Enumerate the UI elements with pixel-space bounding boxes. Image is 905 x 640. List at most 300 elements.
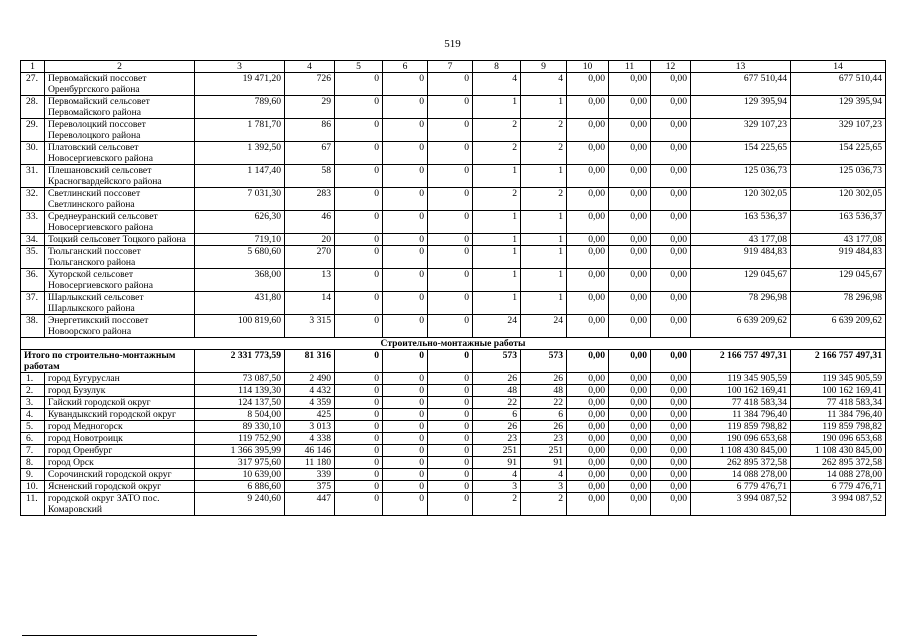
cell-c5: 0	[335, 469, 383, 481]
cell-c14: 329 107,23	[791, 119, 886, 142]
cell-c4: 3 013	[285, 421, 335, 433]
page-number: 519	[444, 38, 461, 50]
cell-c10: 0,00	[567, 493, 609, 516]
cell-c3: 1 392,50	[195, 142, 285, 165]
cell-c13: 120 302,05	[691, 188, 791, 211]
cell-c14: 100 162 169,41	[791, 385, 886, 397]
cell-c13: 129 045,67	[691, 269, 791, 292]
table-row	[21, 142, 886, 165]
cell-c14: 1 108 430 845,00	[791, 445, 886, 457]
cell-c10: 0,00	[567, 246, 609, 269]
cell-c12: 0,00	[651, 445, 691, 457]
table-row	[21, 234, 886, 246]
cell-c6: 0	[383, 315, 428, 338]
row-number: 9.	[21, 469, 45, 481]
cell-c13: 14 088 278,00	[691, 469, 791, 481]
cell-c5: 0	[335, 234, 383, 246]
cell-c5: 0	[335, 421, 383, 433]
cell-c6: 0	[383, 433, 428, 445]
cell-c3: 5 680,60	[195, 246, 285, 269]
column-header: 11	[609, 61, 651, 73]
row-name: Плешановский сельсовет Красногвардейского района	[45, 165, 195, 188]
column-header: 3	[195, 61, 285, 73]
table-row	[21, 433, 886, 445]
cell-c8: 24	[473, 315, 521, 338]
cell-c13: 154 225,65	[691, 142, 791, 165]
row-number: 3.	[21, 397, 45, 409]
cell-c8: 22	[473, 397, 521, 409]
cell-c6: 0	[383, 165, 428, 188]
cell-c3: 1 147,40	[195, 165, 285, 188]
total-cell-c3: 2 331 773,59	[195, 350, 285, 373]
cell-c7: 0	[428, 409, 473, 421]
column-header: 10	[567, 61, 609, 73]
row-number: 27.	[21, 73, 45, 96]
cell-c4: 29	[285, 96, 335, 119]
cell-c14: 163 536,37	[791, 211, 886, 234]
cell-c8: 4	[473, 73, 521, 96]
cell-c7: 0	[428, 445, 473, 457]
cell-c11: 0,00	[609, 373, 651, 385]
cell-c3: 8 504,00	[195, 409, 285, 421]
cell-c4: 4 359	[285, 397, 335, 409]
table-row	[21, 373, 886, 385]
cell-c5: 0	[335, 73, 383, 96]
cell-c4: 58	[285, 165, 335, 188]
cell-c6: 0	[383, 211, 428, 234]
row-name: Сорочинский городской округ	[45, 469, 195, 481]
cell-c10: 0,00	[567, 469, 609, 481]
cell-c11: 0,00	[609, 142, 651, 165]
row-number: 1.	[21, 373, 45, 385]
cell-c8: 4	[473, 469, 521, 481]
cell-c12: 0,00	[651, 246, 691, 269]
cell-c4: 375	[285, 481, 335, 493]
cell-c14: 190 096 653,68	[791, 433, 886, 445]
column-header: 14	[791, 61, 886, 73]
cell-c5: 0	[335, 246, 383, 269]
cell-c12: 0,00	[651, 457, 691, 469]
cell-c8: 26	[473, 373, 521, 385]
table-row	[21, 292, 886, 315]
cell-c4: 726	[285, 73, 335, 96]
cell-c10: 0,00	[567, 188, 609, 211]
cell-c7: 0	[428, 493, 473, 516]
table-row	[21, 457, 886, 469]
cell-c9: 1	[521, 246, 567, 269]
cell-c14: 262 895 372,58	[791, 457, 886, 469]
cell-c13: 129 395,94	[691, 96, 791, 119]
cell-c11: 0,00	[609, 188, 651, 211]
cell-c14: 119 859 798,82	[791, 421, 886, 433]
cell-c9: 1	[521, 292, 567, 315]
cell-c4: 4 432	[285, 385, 335, 397]
table-row	[21, 409, 886, 421]
cell-c4: 283	[285, 188, 335, 211]
row-name: Гайский городской округ	[45, 397, 195, 409]
cell-c13: 100 162 169,41	[691, 385, 791, 397]
cell-c9: 23	[521, 433, 567, 445]
cell-c12: 0,00	[651, 142, 691, 165]
cell-c5: 0	[335, 292, 383, 315]
cell-c3: 114 139,30	[195, 385, 285, 397]
cell-c9: 2	[521, 142, 567, 165]
cell-c5: 0	[335, 142, 383, 165]
cell-c11: 0,00	[609, 397, 651, 409]
cell-c3: 626,30	[195, 211, 285, 234]
cell-c13: 677 510,44	[691, 73, 791, 96]
cell-c12: 0,00	[651, 433, 691, 445]
cell-c3: 10 639,00	[195, 469, 285, 481]
cell-c6: 0	[383, 409, 428, 421]
cell-c7: 0	[428, 96, 473, 119]
cell-c13: 329 107,23	[691, 119, 791, 142]
cell-c14: 43 177,08	[791, 234, 886, 246]
cell-c12: 0,00	[651, 397, 691, 409]
table-row	[21, 246, 886, 269]
cell-c10: 0,00	[567, 73, 609, 96]
cell-c10: 0,00	[567, 397, 609, 409]
table-row	[21, 269, 886, 292]
row-name: Первомайский поссовет Оренбургского района	[45, 73, 195, 96]
section-title: Строительно-монтажные работы	[21, 338, 886, 350]
cell-c13: 78 296,98	[691, 292, 791, 315]
total-cell-c14: 2 166 757 497,31	[791, 350, 886, 373]
column-header-row	[21, 61, 886, 73]
cell-c13: 11 384 796,40	[691, 409, 791, 421]
cell-c9: 6	[521, 409, 567, 421]
cell-c10: 0,00	[567, 421, 609, 433]
cell-c7: 0	[428, 397, 473, 409]
cell-c12: 0,00	[651, 421, 691, 433]
cell-c11: 0,00	[609, 292, 651, 315]
cell-c8: 3	[473, 481, 521, 493]
cell-c4: 13	[285, 269, 335, 292]
cell-c8: 1	[473, 211, 521, 234]
cell-c8: 26	[473, 421, 521, 433]
cell-c6: 0	[383, 246, 428, 269]
cell-c6: 0	[383, 234, 428, 246]
cell-c3: 1 781,70	[195, 119, 285, 142]
cell-c11: 0,00	[609, 315, 651, 338]
cell-c4: 86	[285, 119, 335, 142]
column-header: 5	[335, 61, 383, 73]
cell-c13: 119 859 798,82	[691, 421, 791, 433]
cell-c10: 0,00	[567, 211, 609, 234]
total-cell-c8: 573	[473, 350, 521, 373]
cell-c9: 1	[521, 165, 567, 188]
cell-c12: 0,00	[651, 493, 691, 516]
cell-c5: 0	[335, 119, 383, 142]
table-row	[21, 445, 886, 457]
cell-c4: 447	[285, 493, 335, 516]
cell-c12: 0,00	[651, 188, 691, 211]
cell-c7: 0	[428, 73, 473, 96]
row-number: 31.	[21, 165, 45, 188]
cell-c4: 2 490	[285, 373, 335, 385]
cell-c10: 0,00	[567, 96, 609, 119]
cell-c13: 3 994 087,52	[691, 493, 791, 516]
row-name: город Бузулук	[45, 385, 195, 397]
cell-c4: 339	[285, 469, 335, 481]
cell-c8: 1	[473, 246, 521, 269]
cell-c12: 0,00	[651, 119, 691, 142]
row-number: 30.	[21, 142, 45, 165]
cell-c13: 1 108 430 845,00	[691, 445, 791, 457]
total-cell-c6: 0	[383, 350, 428, 373]
cell-c6: 0	[383, 373, 428, 385]
cell-c8: 2	[473, 493, 521, 516]
cell-c5: 0	[335, 96, 383, 119]
cell-c5: 0	[335, 211, 383, 234]
column-header: 1	[21, 61, 45, 73]
cell-c14: 919 484,83	[791, 246, 886, 269]
row-number: 2.	[21, 385, 45, 397]
cell-c11: 0,00	[609, 469, 651, 481]
data-table	[20, 60, 886, 516]
cell-c9: 48	[521, 385, 567, 397]
row-number: 36.	[21, 269, 45, 292]
row-name: Ясненский городской округ	[45, 481, 195, 493]
table-row	[21, 188, 886, 211]
total-label: Итого по строительно-монтажным работам	[21, 350, 195, 373]
cell-c13: 919 484,83	[691, 246, 791, 269]
cell-c7: 0	[428, 373, 473, 385]
cell-c10: 0,00	[567, 481, 609, 493]
cell-c3: 1 366 395,99	[195, 445, 285, 457]
row-name: Шарлыкский сельсовет Шарлыкского района	[45, 292, 195, 315]
row-number: 34.	[21, 234, 45, 246]
table-row	[21, 469, 886, 481]
row-name: Переволоцкий поссовет Переволоцкого района	[45, 119, 195, 142]
total-cell-c7: 0	[428, 350, 473, 373]
cell-c11: 0,00	[609, 481, 651, 493]
section-header-row	[21, 338, 886, 350]
table-row	[21, 211, 886, 234]
cell-c3: 719,10	[195, 234, 285, 246]
cell-c13: 77 418 583,34	[691, 397, 791, 409]
cell-c7: 0	[428, 315, 473, 338]
cell-c3: 19 471,20	[195, 73, 285, 96]
cell-c9: 24	[521, 315, 567, 338]
cell-c4: 14	[285, 292, 335, 315]
cell-c9: 1	[521, 234, 567, 246]
cell-c9: 4	[521, 469, 567, 481]
cell-c12: 0,00	[651, 409, 691, 421]
row-number: 38.	[21, 315, 45, 338]
cell-c11: 0,00	[609, 409, 651, 421]
table-row	[21, 73, 886, 96]
cell-c7: 0	[428, 188, 473, 211]
cell-c10: 0,00	[567, 457, 609, 469]
cell-c6: 0	[383, 385, 428, 397]
total-row	[21, 350, 886, 373]
cell-c10: 0,00	[567, 119, 609, 142]
row-name: город Новотроицк	[45, 433, 195, 445]
cell-c11: 0,00	[609, 234, 651, 246]
cell-c14: 11 384 796,40	[791, 409, 886, 421]
row-number: 6.	[21, 433, 45, 445]
row-name: город Бугуруслан	[45, 373, 195, 385]
cell-c6: 0	[383, 188, 428, 211]
cell-c10: 0,00	[567, 269, 609, 292]
row-name: Среднеуранский сельсовет Новосергиевского района	[45, 211, 195, 234]
table-row	[21, 96, 886, 119]
cell-c3: 431,80	[195, 292, 285, 315]
row-number: 28.	[21, 96, 45, 119]
cell-c6: 0	[383, 292, 428, 315]
table-row	[21, 481, 886, 493]
cell-c9: 3	[521, 481, 567, 493]
cell-c12: 0,00	[651, 73, 691, 96]
cell-c14: 120 302,05	[791, 188, 886, 211]
row-name: Тоцкий сельсовет Тоцкого района	[45, 234, 195, 246]
cell-c6: 0	[383, 142, 428, 165]
cell-c8: 1	[473, 269, 521, 292]
row-number: 7.	[21, 445, 45, 457]
row-number: 11.	[21, 493, 45, 516]
row-name: городской округ ЗАТО пос. Комаровский	[45, 493, 195, 516]
cell-c12: 0,00	[651, 211, 691, 234]
cell-c7: 0	[428, 142, 473, 165]
cell-c11: 0,00	[609, 421, 651, 433]
cell-c8: 48	[473, 385, 521, 397]
cell-c3: 789,60	[195, 96, 285, 119]
cell-c8: 251	[473, 445, 521, 457]
row-name: Первомайский сельсовет Первомайского района	[45, 96, 195, 119]
cell-c7: 0	[428, 457, 473, 469]
cell-c12: 0,00	[651, 292, 691, 315]
cell-c7: 0	[428, 234, 473, 246]
table-row	[21, 397, 886, 409]
cell-c5: 0	[335, 409, 383, 421]
cell-c10: 0,00	[567, 445, 609, 457]
cell-c12: 0,00	[651, 373, 691, 385]
cell-c7: 0	[428, 119, 473, 142]
table-row	[21, 385, 886, 397]
column-header: 4	[285, 61, 335, 73]
cell-c11: 0,00	[609, 73, 651, 96]
cell-c7: 0	[428, 469, 473, 481]
table-body	[21, 61, 886, 516]
cell-c3: 73 087,50	[195, 373, 285, 385]
cell-c14: 154 225,65	[791, 142, 886, 165]
cell-c14: 129 045,67	[791, 269, 886, 292]
cell-c12: 0,00	[651, 469, 691, 481]
cell-c4: 11 180	[285, 457, 335, 469]
cell-c13: 190 096 653,68	[691, 433, 791, 445]
cell-c14: 14 088 278,00	[791, 469, 886, 481]
cell-c8: 6	[473, 409, 521, 421]
cell-c13: 119 345 905,59	[691, 373, 791, 385]
cell-c11: 0,00	[609, 96, 651, 119]
cell-c9: 26	[521, 421, 567, 433]
cell-c3: 119 752,90	[195, 433, 285, 445]
cell-c11: 0,00	[609, 269, 651, 292]
cell-c4: 20	[285, 234, 335, 246]
cell-c10: 0,00	[567, 142, 609, 165]
cell-c11: 0,00	[609, 445, 651, 457]
cell-c14: 129 395,94	[791, 96, 886, 119]
total-cell-c12: 0,00	[651, 350, 691, 373]
cell-c3: 89 330,10	[195, 421, 285, 433]
cell-c7: 0	[428, 481, 473, 493]
cell-c14: 6 639 209,62	[791, 315, 886, 338]
cell-c11: 0,00	[609, 493, 651, 516]
cell-c3: 100 819,60	[195, 315, 285, 338]
cell-c12: 0,00	[651, 385, 691, 397]
row-name: Энергетикский поссовет Новоорского района	[45, 315, 195, 338]
cell-c6: 0	[383, 119, 428, 142]
cell-c6: 0	[383, 445, 428, 457]
cell-c5: 0	[335, 433, 383, 445]
cell-c9: 2	[521, 119, 567, 142]
cell-c5: 0	[335, 493, 383, 516]
cell-c11: 0,00	[609, 385, 651, 397]
cell-c12: 0,00	[651, 315, 691, 338]
column-header: 8	[473, 61, 521, 73]
cell-c9: 1	[521, 269, 567, 292]
row-name: город Медногорск	[45, 421, 195, 433]
cell-c13: 262 895 372,58	[691, 457, 791, 469]
cell-c13: 6 639 209,62	[691, 315, 791, 338]
total-cell-c9: 573	[521, 350, 567, 373]
cell-c4: 4 338	[285, 433, 335, 445]
cell-c8: 23	[473, 433, 521, 445]
footnote-rule	[22, 635, 257, 636]
table-row	[21, 315, 886, 338]
cell-c13: 125 036,73	[691, 165, 791, 188]
total-cell-c10: 0,00	[567, 350, 609, 373]
cell-c8: 2	[473, 188, 521, 211]
cell-c10: 0,00	[567, 165, 609, 188]
cell-c7: 0	[428, 269, 473, 292]
cell-c3: 6 886,60	[195, 481, 285, 493]
cell-c10: 0,00	[567, 373, 609, 385]
cell-c9: 26	[521, 373, 567, 385]
row-number: 10.	[21, 481, 45, 493]
table-row	[21, 119, 886, 142]
cell-c4: 46 146	[285, 445, 335, 457]
cell-c5: 0	[335, 445, 383, 457]
cell-c6: 0	[383, 481, 428, 493]
cell-c5: 0	[335, 373, 383, 385]
cell-c14: 125 036,73	[791, 165, 886, 188]
row-number: 8.	[21, 457, 45, 469]
cell-c5: 0	[335, 457, 383, 469]
cell-c3: 368,00	[195, 269, 285, 292]
cell-c8: 1	[473, 96, 521, 119]
cell-c4: 46	[285, 211, 335, 234]
table-row	[21, 493, 886, 516]
cell-c8: 1	[473, 292, 521, 315]
total-cell-c4: 81 316	[285, 350, 335, 373]
cell-c9: 2	[521, 188, 567, 211]
cell-c11: 0,00	[609, 246, 651, 269]
cell-c4: 425	[285, 409, 335, 421]
cell-c10: 0,00	[567, 315, 609, 338]
cell-c8: 1	[473, 234, 521, 246]
cell-c8: 2	[473, 142, 521, 165]
cell-c14: 77 418 583,34	[791, 397, 886, 409]
row-name: Кувандыкский городской округ	[45, 409, 195, 421]
cell-c7: 0	[428, 246, 473, 269]
cell-c10: 0,00	[567, 385, 609, 397]
row-name: город Орск	[45, 457, 195, 469]
cell-c12: 0,00	[651, 234, 691, 246]
total-cell-c11: 0,00	[609, 350, 651, 373]
cell-c7: 0	[428, 292, 473, 315]
